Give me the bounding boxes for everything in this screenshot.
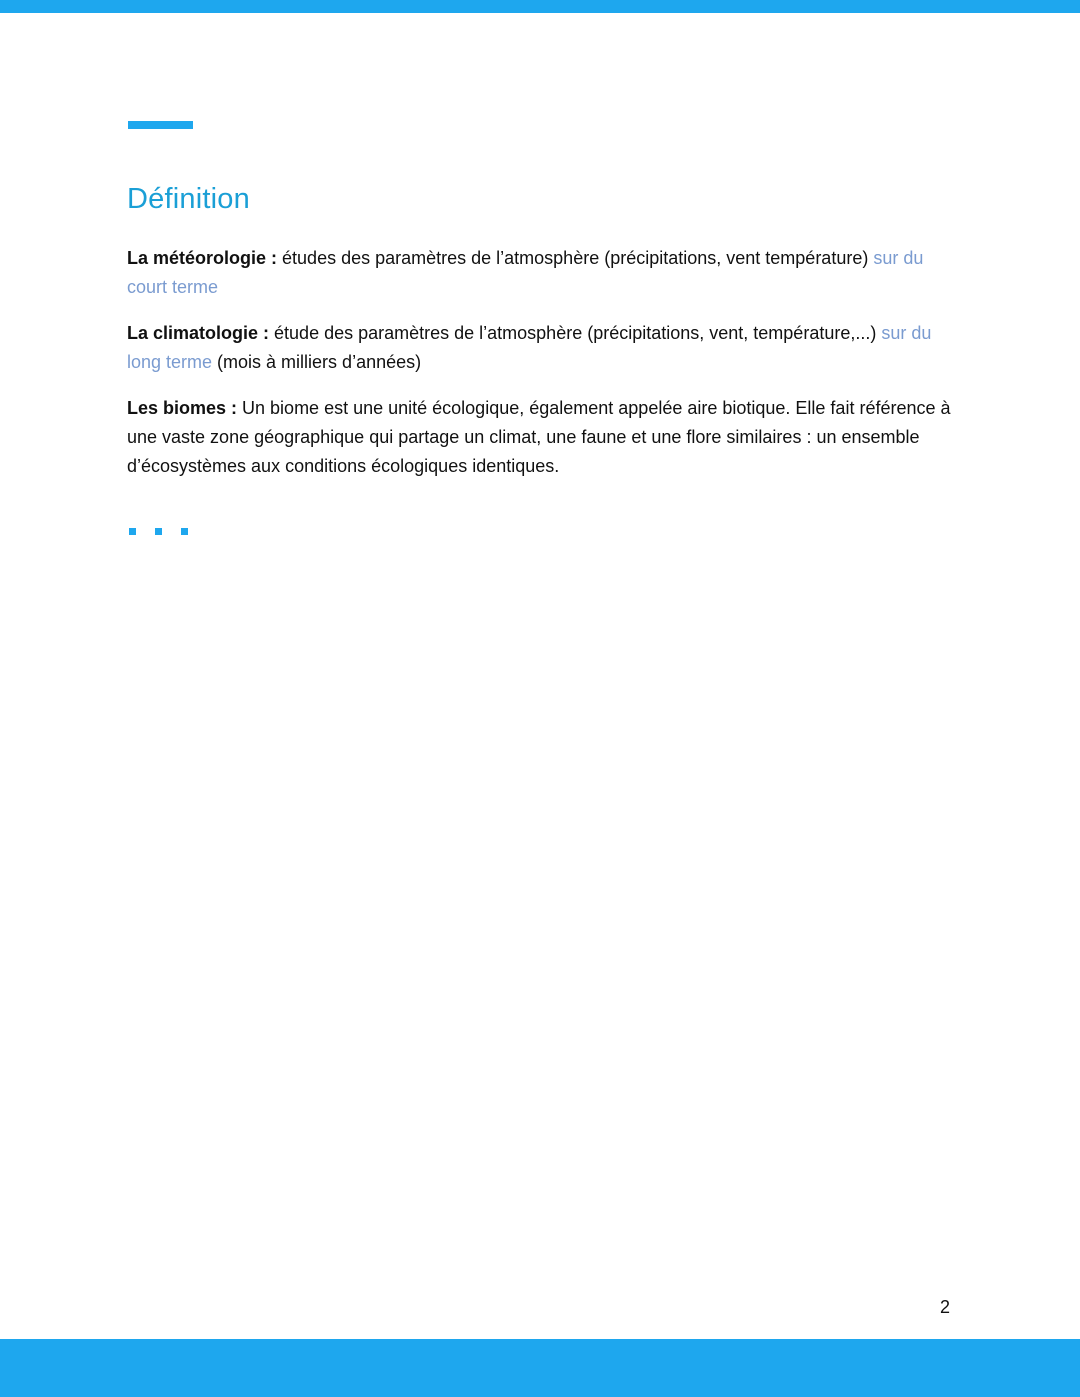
definition-text: Un biome est une unité écologique, également appelée aire biotique. Elle fait référence à une vaste zone géographique qui partage un climat, une faune et une flore similaires : un ensemble d’écosystèmes aux conditions écologiques identiques. (127, 398, 951, 476)
square-dot-icon (155, 528, 162, 535)
definition-text-end: (mois à milliers d’années) (212, 352, 422, 372)
square-dot-icon (181, 528, 188, 535)
accent-bar (128, 121, 193, 129)
definition-term: La météorologie : (127, 248, 278, 268)
page-title: Définition (127, 183, 250, 215)
definition-term: Les biomes : (127, 398, 238, 418)
decorative-dots (129, 528, 188, 535)
definition-biomes (127, 394, 957, 481)
definitions-list (127, 244, 957, 498)
definition-meteorologie (127, 244, 957, 302)
definition-highlight: sur du long terme (127, 323, 932, 372)
definition-highlight: sur du court terme (127, 248, 924, 297)
top-color-band (0, 0, 1080, 13)
definition-text: études des paramètres de l’atmosphère (précipitations, vent température) (277, 248, 874, 268)
page-number: 2 (940, 1297, 951, 1317)
square-dot-icon (129, 528, 136, 535)
definition-climatologie (127, 319, 957, 377)
definition-text: étude des paramètres de l’atmosphère (précipitations, vent, température,...) (269, 323, 882, 343)
definition-term: La climatologie : (127, 323, 270, 343)
bottom-color-band (0, 1339, 1080, 1397)
